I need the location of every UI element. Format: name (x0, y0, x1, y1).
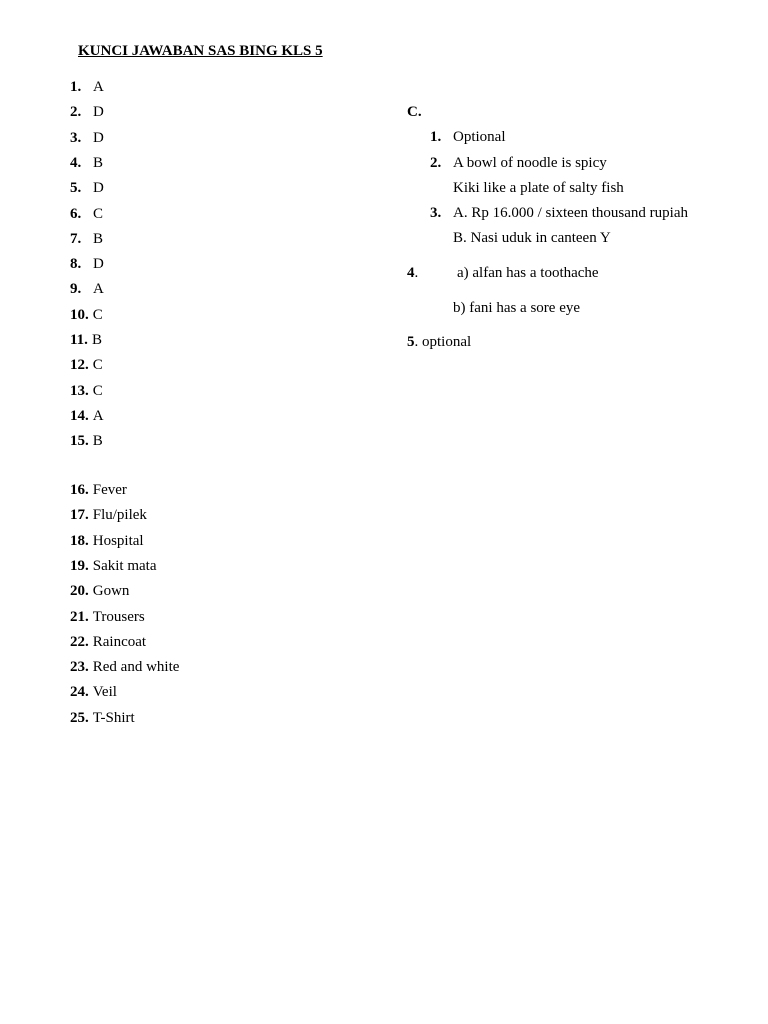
answer-number: 4. (70, 154, 82, 171)
answer-number: 23. (70, 659, 89, 676)
answer-number: 5. (70, 180, 82, 197)
answer-text: B (91, 332, 102, 348)
answer-text: A (92, 407, 104, 424)
answer-number: 1. (70, 79, 82, 95)
part-c-q4-num: 4 (407, 265, 415, 281)
answer-item (70, 280, 104, 298)
answer-number: 8. (70, 256, 82, 273)
part-c-q5-number: 5 (407, 334, 415, 350)
answer-text: Red and white (92, 659, 180, 676)
answer-text: D (93, 129, 104, 146)
answer-item (70, 382, 103, 400)
answer-number: 14. (70, 407, 89, 424)
answer-text: D (93, 180, 104, 197)
answer-number: 25. (70, 709, 89, 726)
answer-text: Hospital (92, 532, 144, 549)
answer-item (70, 103, 104, 121)
answer-item (70, 154, 103, 172)
answer-text: A (93, 281, 104, 298)
answer-number: 2. (70, 104, 82, 121)
answer-text: A (93, 79, 104, 95)
answer-item (70, 356, 103, 374)
part-c-q2-number: 2. (430, 155, 442, 171)
part-c-q4-number (407, 264, 418, 282)
answer-number: 6. (70, 205, 82, 222)
answer-item (70, 709, 135, 727)
answer-number: 15. (70, 433, 89, 450)
part-c-q4-dot: . (414, 265, 419, 281)
answer-text: Gown (92, 583, 130, 600)
answer-item (70, 230, 103, 248)
part-c-label: C. (407, 104, 422, 120)
answer-text: C (92, 357, 103, 374)
part-c-q4-answer-b: b) fani has a sore eye (453, 300, 581, 316)
part-c-q1-number: 1. (430, 129, 442, 145)
part-c-q1-answer: Optional (453, 129, 506, 145)
answer-item (70, 306, 103, 324)
part-c-q5 (407, 333, 471, 351)
answer-text: D (93, 104, 104, 121)
answer-item (70, 683, 117, 701)
answer-number: 20. (70, 583, 89, 600)
answer-item (70, 78, 104, 96)
answer-item (70, 608, 145, 626)
part-c-q5-answer: . optional (414, 334, 472, 350)
part-c-q4-answer-a: a) alfan has a toothache (457, 265, 599, 281)
answer-item (70, 129, 104, 147)
answer-text: C (92, 306, 103, 323)
document-title: KUNCI JAWABAN SAS BING KLS 5 (78, 43, 323, 59)
answer-text: C (93, 205, 104, 222)
answer-item (70, 331, 102, 349)
answer-item (70, 658, 179, 676)
answer-number: 3. (70, 129, 82, 146)
answer-text: B (92, 433, 103, 450)
answer-text: Sakit mata (92, 557, 157, 574)
answer-number: 10. (70, 306, 89, 323)
answer-number: 13. (70, 382, 89, 399)
part-c-q3-number: 3. (430, 205, 442, 221)
answer-item (70, 633, 146, 651)
answer-item (70, 255, 104, 273)
answer-item (70, 506, 147, 524)
answer-number: 12. (70, 357, 89, 374)
answer-number: 11. (70, 332, 88, 348)
answer-item (70, 407, 104, 425)
answer-text: B (93, 154, 104, 171)
answer-item (70, 432, 103, 450)
answer-number: 22. (70, 633, 89, 650)
answer-item (70, 557, 157, 575)
part-c-q3-answer-line1: A. Rp 16.000 / sixteen thousand rupiah (453, 205, 688, 221)
answer-item (70, 179, 104, 197)
answer-number: 19. (70, 557, 89, 574)
part-c-q2-answer-line1: A bowl of noodle is spicy (453, 155, 607, 171)
answer-number: 18. (70, 532, 89, 549)
part-c-q2-answer-line2: Kiki like a plate of salty fish (453, 180, 624, 196)
answer-item (70, 481, 127, 499)
answer-text: Raincoat (92, 633, 147, 650)
answer-number: 9. (70, 281, 82, 298)
answer-text: Fever (92, 482, 127, 498)
answer-text: B (93, 230, 104, 247)
answer-item (70, 582, 129, 600)
answer-number: 24. (70, 684, 89, 701)
answer-number: 17. (70, 507, 89, 524)
answer-text: Flu/pilek (92, 507, 147, 524)
answer-item (70, 205, 103, 223)
answer-text: D (93, 256, 104, 273)
answer-text: C (92, 382, 103, 399)
answer-text: Trousers (92, 608, 145, 625)
answer-number: 7. (70, 230, 82, 247)
answer-number: 16. (70, 482, 89, 498)
answer-text: Veil (92, 684, 117, 701)
answer-text: T-Shirt (92, 709, 135, 726)
answer-item (70, 532, 144, 550)
part-c-q3-answer-line2: B. Nasi uduk in canteen Y (453, 230, 611, 246)
answer-number: 21. (70, 608, 89, 625)
